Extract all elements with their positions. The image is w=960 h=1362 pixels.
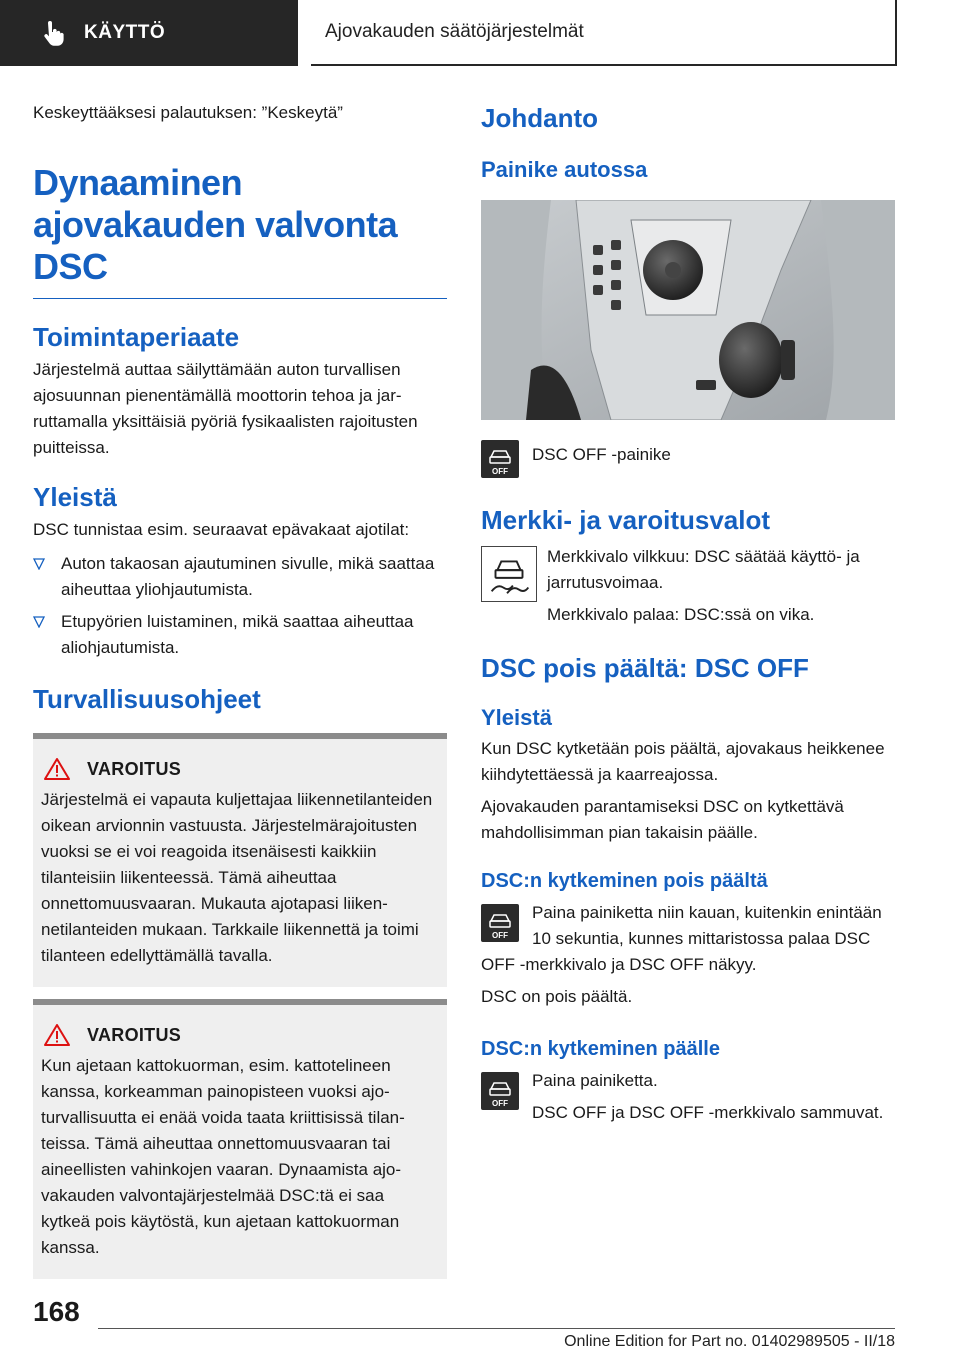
dsc-off-button-icon xyxy=(481,904,519,942)
switch-on-block xyxy=(481,1068,895,1126)
triangle-bullet-icon xyxy=(33,551,45,570)
left-column xyxy=(33,88,447,1279)
switch-off-block xyxy=(481,900,895,978)
list-item xyxy=(33,551,447,603)
center-console-photo xyxy=(481,200,895,420)
list-item-text: Auton takaosan ajautuminen sivulle, mikä saattaa aiheuttaa yliohjautumista. xyxy=(61,554,435,599)
off-general-heading: Yleistä xyxy=(481,705,552,730)
title-divider xyxy=(33,298,447,299)
switch-on-text-1: Paina painiketta. xyxy=(532,1071,658,1090)
footer-divider xyxy=(98,1328,895,1329)
lights-text-steady: Merkkivalo palaa: DSC:ssä on vika. xyxy=(547,605,815,624)
switch-off-heading: DSC:n kytkeminen pois päältä xyxy=(481,870,768,892)
chapter-tab xyxy=(311,0,897,66)
principle-heading: Toimintaperiaate xyxy=(33,322,240,352)
dsc-off-button-icon xyxy=(481,440,519,478)
intro-text: Keskeyttääksesi palautuksen: ”Keskeytä” xyxy=(33,103,343,122)
off-label: OFF xyxy=(492,467,508,476)
hand-pointer-icon xyxy=(40,20,66,46)
warning-box xyxy=(33,999,447,1279)
off-general-text-2: Ajovakauden parantamiseksi DSC on kytkettävä mahdollisimman pian takaisin päälle. xyxy=(481,797,844,842)
general-text: DSC tunnistaa esim. seuraavat epävakaat ajotilat: xyxy=(33,520,410,539)
dsc-off-heading: DSC pois päältä: DSC OFF xyxy=(481,653,809,683)
off-label: OFF xyxy=(492,931,508,940)
principle-text: Järjestelmä auttaa säilyttämään auton turvallisen ajosuunnan pienentämällä moottorin tehoa ja jarruttamalla yksittäisiä pyöriä fysikaalisten rajoitusten puitteissa. xyxy=(33,360,418,457)
warning-triangle-icon xyxy=(43,757,71,781)
edition-text: Online Edition for Part no. 01402989505 - II/18 xyxy=(564,1333,895,1350)
dsc-warning-light-icon xyxy=(481,546,537,602)
warning-text: Kun ajetaan kattokuorman, esim. kattotelineen kanssa, korkeamman painopisteen vuoksi ajoturvallisuutta ei enää voida taata kriittisissä tilanteissa. Tämä aiheuttaa onnettomuusvaaran tai aineellisten vahinkojen vaaran. Dynaamista ajovakauden valvontajärjestelmää DSC:tä ei saa kytkeä pois käytöstä, kun ajetaan kattokuorman kanssa. xyxy=(41,1056,405,1257)
intro-heading: Johdanto xyxy=(481,103,598,133)
lights-text-blinking: Merkkivalo vilkkuu: DSC säätää käyttö- ja jarrutusvoimaa. xyxy=(547,547,860,592)
list-item-text: Etupyörien luistaminen, mikä saattaa aiheuttaa aliohjautumista. xyxy=(61,612,414,657)
triangle-bullet-icon xyxy=(33,609,45,628)
switch-off-text: Paina painiketta niin kauan, kuitenkin enintään 10 sekuntia, kunnes mittaristossa palaa DSC OFF -merkkivalo ja DSC OFF näkyy. xyxy=(481,903,882,974)
lights-heading: Merkki- ja varoitusvalot xyxy=(481,505,770,535)
warning-box xyxy=(33,733,447,987)
right-column xyxy=(481,88,895,1126)
button-caption-row xyxy=(481,438,895,478)
lights-row xyxy=(481,544,895,628)
warning-triangle-icon xyxy=(43,1023,71,1047)
switch-off-status: DSC on pois päältä. xyxy=(481,987,633,1006)
general-heading: Yleistä xyxy=(33,482,117,512)
section-tab xyxy=(0,0,298,66)
chapter-label: Ajovakauden säätöjärjestelmät xyxy=(325,21,584,42)
off-label: OFF xyxy=(492,1099,508,1108)
button-caption: DSC OFF -painike xyxy=(532,445,671,464)
safety-heading: Turvallisuusohjeet xyxy=(33,684,261,714)
warning-header xyxy=(41,1023,437,1047)
page-title: Dynaaminen ajovakauden valvonta DSC xyxy=(33,162,398,287)
section-label: KÄYTTÖ xyxy=(84,22,166,43)
button-heading: Painike autossa xyxy=(481,157,648,182)
warning-text: Järjestelmä ei vapauta kuljettajaa liikennetilanteiden oikean arvionnin vastuusta. Järjestelmärajoitusten vuoksi se ei voi reagoida itsenäisesti kaikkiin tilanteisiin liikenteessä. Tämä aiheuttaa onnettomuusvaaran. Mukauta ajotapasi liikennetilanteiden mukaan. Tarkkaile liikennettä ja toimi tilanteen edellyttämällä tavalla. xyxy=(41,790,433,965)
page-header xyxy=(0,0,960,66)
dsc-off-button-icon xyxy=(481,1072,519,1110)
page-number: 168 xyxy=(33,1296,80,1327)
off-general-text-1: Kun DSC kytketään pois päältä, ajovakaus heikkenee kiihdytettäessä ja kaarreajossa. xyxy=(481,739,885,784)
list-item xyxy=(33,609,447,661)
warning-header xyxy=(41,757,437,781)
switch-on-text-2: DSC OFF ja DSC OFF -merkkivalo sammuvat. xyxy=(532,1103,884,1122)
warning-label: VAROITUS xyxy=(87,1024,182,1045)
switch-on-heading: DSC:n kytkeminen päälle xyxy=(481,1038,720,1060)
warning-label: VAROITUS xyxy=(87,758,182,779)
